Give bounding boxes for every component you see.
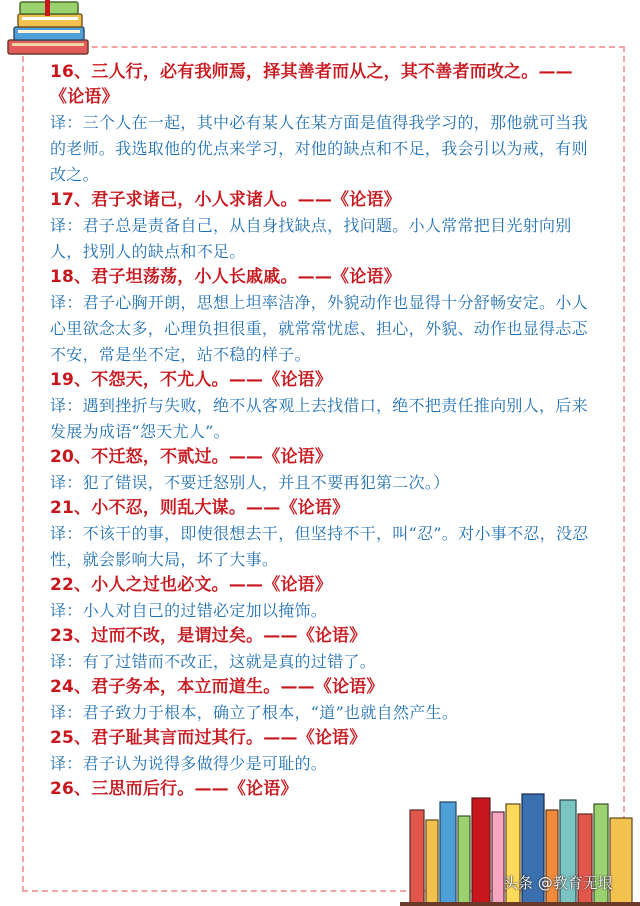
entry-quote-23: 23、过而不改，是谓过矣。——《论语》 [50, 626, 367, 646]
entry-quote-18: 18、君子坦荡荡，小人长戚戚。——《论语》 [50, 267, 401, 287]
entry-translation-22: 译：小人对自己的过错必定加以掩饰。 [50, 601, 328, 620]
entry-translation-20: 译：犯了错误，不要迁怒别人，并且不要再犯第二次。） [50, 473, 450, 492]
entry-translation-17: 译：君子总是责备自己，从自身找缺点，找问题。小人常常把目光射向别人，找别人的缺点和不足。 [50, 216, 572, 261]
stacked-books-icon [0, 0, 110, 60]
entry-quote-19: 19、不怨天，不尤人。——《论语》 [50, 370, 333, 390]
entry-translation-23: 译：有了过错而不改正，这就是真的过错了。 [50, 652, 377, 671]
entry-quote-21: 21、小不忍，则乱大谋。——《论语》 [50, 498, 350, 518]
entry-translation-19: 译：遇到挫折与失败，绝不从客观上去找借口，绝不把责任推向别人，后来发展为成语“怨天尤人”。 [50, 396, 588, 441]
entry-translation-21: 译：不该干的事，即使很想去干，但坚持不干，叫“忍”。对小事不忍，没忍性，就会影响大局，坏了大事。 [50, 524, 589, 569]
watermark: 头条 @教育无垠 [503, 874, 613, 892]
document-body [50, 60, 598, 802]
entry-translation-18: 译：君子心胸开朗，思想上坦率洁净，外貌动作也显得十分舒畅安定。小人心里欲念太多，心理负担很重，就常常忧虑、担心，外貌、动作也显得忐忑不安，常是坐不定，站不稳的样子。 [50, 293, 588, 364]
entry-quote-17: 17、君子求诸己，小人求诸人。——《论语》 [50, 190, 401, 210]
entry-quote-24: 24、君子务本，本立而道生。——《论语》 [50, 677, 384, 697]
entry-translation-24: 译：君子致力于根本，确立了根本，“道”也就自然产生。 [50, 703, 459, 722]
entry-quote-26: 26、三思而后行。——《论语》 [50, 779, 298, 799]
entry-quote-20: 20、不迁怒，不贰过。——《论语》 [50, 447, 333, 467]
entry-quote-22: 22、小人之过也必文。——《论语》 [50, 575, 333, 595]
entry-quote-25: 25、君子耻其言而过其行。——《论语》 [50, 728, 367, 748]
entry-translation-16: 译：三个人在一起，其中必有某人在某方面是值得我学习的，那他就可当我的老师。我选取他的优点来学习，对他的缺点和不足，我会引以为戒，有则改之。 [50, 113, 588, 184]
entry-translation-25: 译：君子认为说得多做得少是可耻的。 [50, 754, 328, 773]
entry-quote-16: 16、三人行，必有我师焉，择其善者而从之，其不善者而改之。——《论语》 [50, 62, 573, 107]
